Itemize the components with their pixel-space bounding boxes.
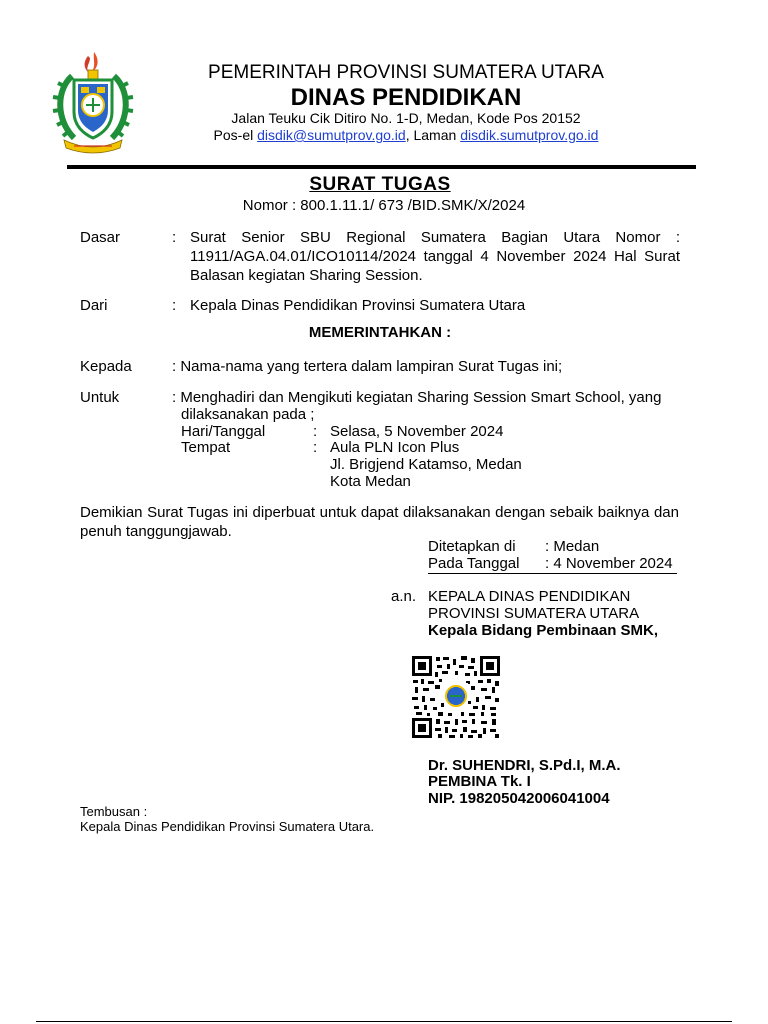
kepada-text: : Nama-nama yang tertera dalam lampiran Surat Tugas ini; [172,358,563,375]
qr-code-signature [411,655,501,739]
kepada-label: Kepada [80,358,132,375]
letterhead-divider [67,165,696,169]
signatory-name: Dr. SUHENDRI, S.Pd.I, M.A. [428,757,621,774]
place-line2: Jl. Brigjend Katamso, Medan [330,456,522,473]
closing-paragraph: Demikian Surat Tugas ini diperbuat untuk dapat dilaksanakan dengan sebaik baiknya dan penuh tanggungjawab. [80,504,679,540]
place-line3: Kota Medan [330,473,411,490]
date-colon: : [313,423,318,440]
instruction-heading: MEMERINTAHKAN : [308,324,452,341]
dasar-colon: : [172,229,177,246]
email-prefix: Pos-el [213,127,258,143]
issued-date-row [428,554,677,574]
untuk-text-line1: : Menghadiri dan Mengikuti kegiatan Sharing Session Smart School, yang [172,389,662,406]
dari-colon: : [172,297,177,314]
date-value: Selasa, 5 November 2024 [330,423,504,440]
page-bottom-rule [36,1021,732,1022]
signatory-nip: NIP. 198205042006041004 [428,790,610,807]
place-colon: : [313,439,318,456]
date-label: Hari/Tanggal [181,423,266,440]
issued-place-label: Ditetapkan di [428,538,516,555]
an-prefix: a.n. [391,588,417,605]
cc-label: Tembusan : [80,804,148,819]
agency-address: Jalan Teuku Cik Ditiro No. 1-D, Medan, Kode Pos 20152 [231,110,581,126]
dasar-label: Dasar [80,229,121,246]
email-link[interactable]: disdik@sumutprov.go.id [257,127,406,143]
letter-title: SURAT TUGAS [309,174,451,195]
signatory-rank: PEMBINA Tk. I [428,773,531,790]
agency-contacts [0,127,768,143]
agency-name: DINAS PENDIDIKAN [290,84,522,111]
dasar-text: Surat Senior SBU Regional Sumatera Bagian Utara Nomor : 11911/AGA.04.01/ICO10114/2024 tanggal 4 November 2024 Hal Surat Balasan kegiatan Sharing Session. [190,229,680,284]
office-line2: PROVINSI SUMATERA UTARA [428,605,640,622]
dari-label: Dari [80,297,108,314]
untuk-label: Untuk [80,389,120,406]
office-line1: KEPALA DINAS PENDIDIKAN [428,588,631,605]
website-link[interactable]: disdik.sumutprov.go.id [460,127,599,143]
untuk-text-line2: dilaksanakan pada ; [181,406,315,423]
issued-date-value: : 4 November 2024 [545,555,673,572]
place-label: Tempat [181,439,231,456]
place-line1: Aula PLN Icon Plus [330,439,460,456]
issued-place-value: : Medan [545,538,600,555]
government-name: PEMERINTAH PROVINSI SUMATERA UTARA [208,62,604,83]
issued-date-label: Pada Tanggal [428,555,520,572]
cc-item: Kepala Dinas Pendidikan Provinsi Sumatera Utara. [80,819,375,834]
dari-text: Kepala Dinas Pendidikan Provinsi Sumatera Utara [190,297,526,314]
website-prefix: , Laman [405,127,461,143]
signatory-position: Kepala Bidang Pembinaan SMK, [428,622,659,639]
letter-number: Nomor : 800.1.11.1/ 673 /BID.SMK/X/2024 [242,197,526,214]
